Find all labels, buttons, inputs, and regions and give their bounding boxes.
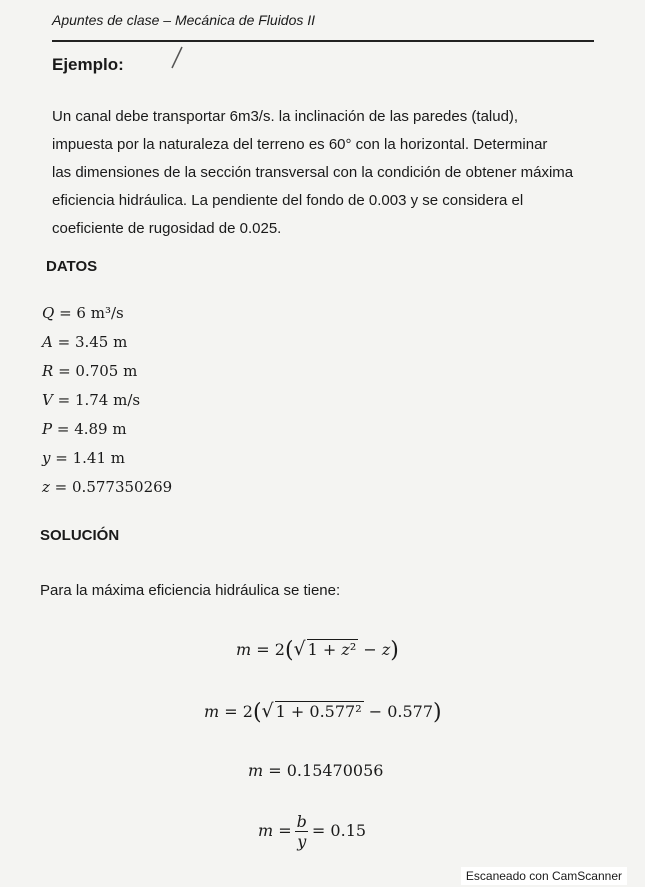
datos-value: 1.41 m: [72, 449, 125, 467]
camscanner-watermark: Escaneado con CamScanner: [461, 867, 627, 885]
datos-var: R: [42, 362, 54, 380]
fraction: [295, 812, 309, 851]
datos-item: z = 0.577350269: [42, 478, 173, 496]
equation-substituted: m = 2(√ 1 + 0.577² − 0.577): [204, 700, 442, 725]
datos-value: 4.89 m: [74, 420, 127, 438]
problem-line: las dimensiones de la sección transversal con la condición de obtener máxima: [52, 164, 574, 181]
header-title: Apuntes de clase – Mecánica de Fluidos II: [52, 12, 316, 28]
datos-item: V = 1.74 m/s: [42, 391, 141, 409]
datos-heading: DATOS: [46, 258, 98, 275]
equation-result: m = 0.15470056: [248, 761, 384, 780]
datos-value: 3.45 m: [74, 333, 128, 351]
eq4-value: 0.15: [330, 821, 367, 840]
pen-mark-icon: [160, 44, 190, 74]
datos-var: Q: [42, 304, 55, 322]
equation-ratio: m = $\frac{b}{y}$ = 0.15: [258, 812, 367, 851]
problem-statement: [52, 103, 592, 243]
datos-value: 1.74 m/s: [74, 391, 141, 409]
fraction-denominator: y: [297, 832, 307, 851]
solucion-heading: SOLUCIÓN: [40, 527, 120, 544]
datos-value: 0.577350269: [72, 478, 173, 496]
datos-value: 6 m³/s: [76, 304, 124, 322]
fraction-numerator: b: [296, 812, 307, 831]
datos-item: P = 4.89 m: [42, 420, 127, 438]
solucion-intro: Para la máxima eficiencia hidráulica se tiene:: [40, 582, 341, 599]
eq2-z: 0.577: [387, 702, 434, 721]
problem-line: coeficiente de rugosidad de 0.025.: [52, 220, 282, 237]
problem-line: Un canal debe transportar 6m3/s. la inclinación de las paredes (talud),: [52, 108, 519, 125]
datos-item: A = 3.45 m: [42, 333, 128, 351]
eq2-z-squared: 0.577²: [309, 702, 362, 721]
problem-line: impuesta por la naturaleza del terreno es 60° con la horizontal. Determinar: [52, 136, 548, 153]
datos-var: A: [42, 333, 53, 351]
eq3-value: 0.15470056: [286, 761, 384, 780]
problem-line: eficiencia hidráulica. La pendiente del fondo de 0.003 y se considera el: [52, 192, 524, 209]
datos-value: 0.705 m: [75, 362, 138, 380]
datos-item: Q = 6 m³/s: [42, 304, 124, 322]
datos-item: R = 0.705 m: [42, 362, 138, 380]
datos-var: P: [42, 420, 53, 438]
example-heading: Ejemplo:: [52, 55, 124, 74]
datos-var: y: [42, 449, 51, 467]
header-rule: [52, 40, 594, 42]
equation-general: m = 2(√ 1 + z² − z): [236, 638, 399, 663]
datos-item: y = 1.41 m: [42, 449, 125, 467]
datos-var: z: [42, 478, 50, 496]
datos-var: V: [42, 391, 53, 409]
datos-list: [42, 304, 172, 507]
